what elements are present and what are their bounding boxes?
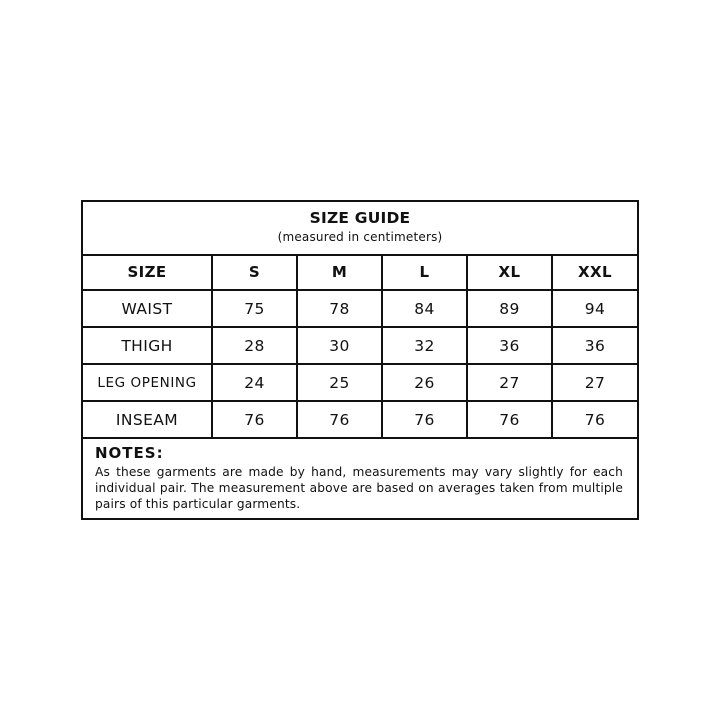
table-cell: 27 [552,364,637,401]
size-header-row [83,254,637,290]
table-cell: 84 [382,290,467,327]
table-cell: 94 [552,290,637,327]
table-cell: 27 [467,364,552,401]
size-heading-m: M [297,254,382,290]
size-guide-subtitle: (measured in centimeters) [277,230,443,244]
row-label: LEG OPENING [83,364,212,401]
table-cell: 76 [382,401,467,438]
table-cell: 76 [467,401,552,438]
size-heading-xl: XL [467,254,552,290]
table-cell: 24 [212,364,297,401]
size-guide-title: SIZE GUIDE [309,209,411,227]
size-guide-table [81,200,639,520]
table-cell: 89 [467,290,552,327]
measurement-row-inseam [83,401,637,438]
row-label: WAIST [83,290,212,327]
notes-heading: NOTES: [95,444,164,462]
size-guide-header [83,202,637,256]
notes-text: As these garments are made by hand, measurements may vary slightly for each individual pair. The measurement above are based on averages taken from multiple pairs of this particular garments. [95,465,623,511]
size-chart-grid [83,254,637,439]
table-cell: 32 [382,327,467,364]
row-label: THIGH [83,327,212,364]
measurement-row-thigh [83,327,637,364]
notes-section [95,444,623,512]
table-cell: 75 [212,290,297,327]
size-heading-l: L [382,254,467,290]
measurement-row-waist [83,290,637,327]
table-cell: 30 [297,327,382,364]
row-label: INSEAM [83,401,212,438]
table-cell: 25 [297,364,382,401]
table-cell: 78 [297,290,382,327]
table-cell: 76 [212,401,297,438]
table-cell: 76 [552,401,637,438]
table-cell: 28 [212,327,297,364]
measurement-row-leg-opening [83,364,637,401]
table-cell: 76 [297,401,382,438]
table-cell: 36 [467,327,552,364]
size-heading-s: S [212,254,297,290]
table-cell: 26 [382,364,467,401]
size-heading-xxl: XXL [552,254,637,290]
table-cell: 36 [552,327,637,364]
size-column-heading: SIZE [83,254,212,290]
